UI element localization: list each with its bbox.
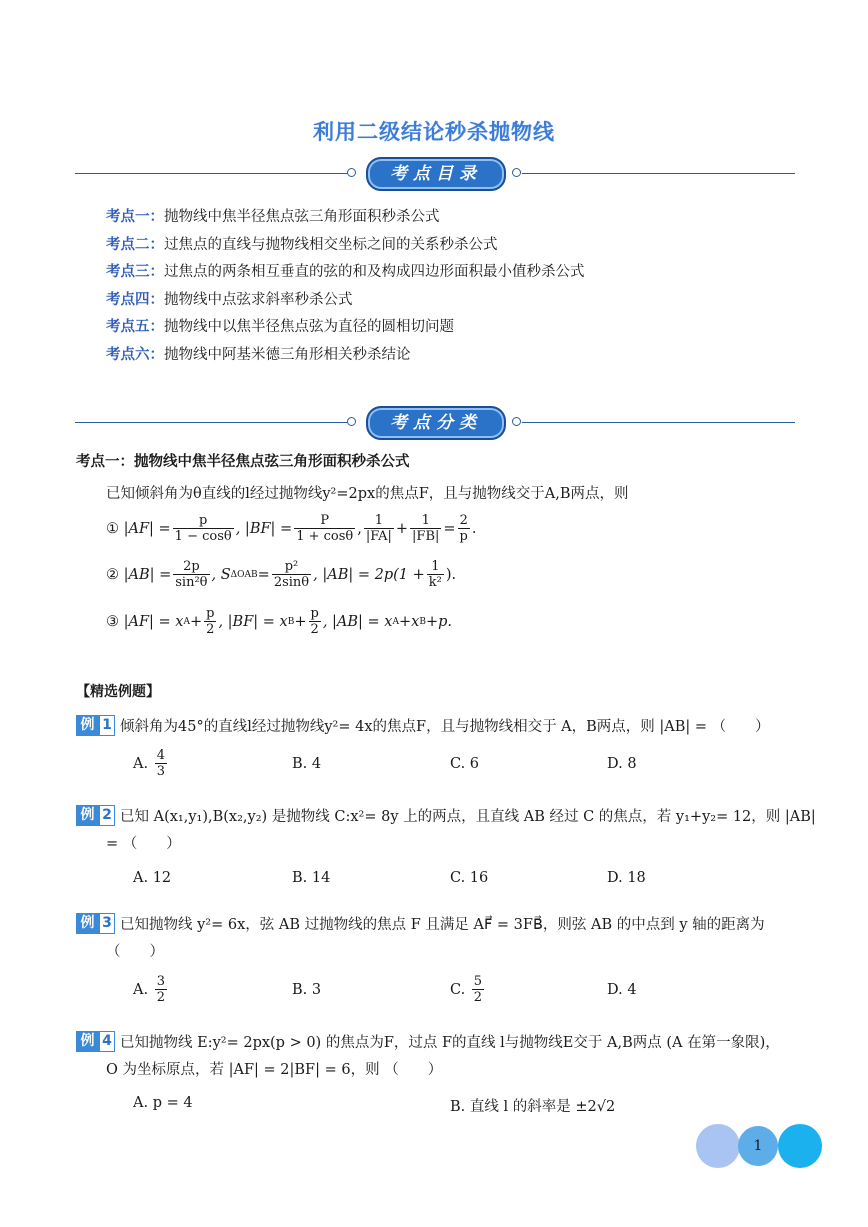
example-badge: 例 xyxy=(76,715,99,736)
option-a: A. $\frac{3}{2}$ xyxy=(133,974,165,1005)
toc-header-pill: 考点目录 xyxy=(366,157,506,191)
toc-item: 考点三：过焦点的两条相互垂直的弦的和及构成四边形面积最小值秒杀公式 xyxy=(106,264,585,280)
option-a: A. 12 xyxy=(133,870,172,886)
page-deco-circle xyxy=(778,1124,822,1168)
option-b: B. 14 xyxy=(292,870,331,886)
example-question: 已知抛物线 E:y²= 2px(p > 0) 的焦点为F，过点 F的直线 l与抛物线E交于 A,B两点 (A 在第一象限)， xyxy=(120,1035,780,1051)
formula-1: ① |AF| = $\frac{p}{1 - \cos\theta}$ , |BF| = $\frac{P}{1 + \cos\theta}$ , $\frac{1}{|FA|}$ + $\frac{1}{|FB|}$ = $\frac{2}{p}$ . xyxy=(106,513,477,544)
option-b: B. 4 xyxy=(292,756,322,772)
option-d: D. 4 xyxy=(607,982,637,998)
toc-item: 考点四：抛物线中点弦求斜率秒杀公式 xyxy=(106,292,353,308)
example-number: 1 xyxy=(99,715,115,736)
intro-text: 已知倾斜角为θ直线的l经过抛物线y²=2px的焦点F，且与抛物线交于A,B两点，则 xyxy=(106,486,629,502)
document-title: 利用二级结论秒杀抛物线 xyxy=(313,120,555,144)
example-1 xyxy=(76,715,770,740)
option-a: A. $\frac{4}{3}$ xyxy=(133,748,165,779)
option-a: A. p = 4 xyxy=(133,1095,193,1111)
formula-3: ③ |AF| = x A + $\frac{p}{2}$ , |BF| = x B + $\frac{p}{2}$ , |AB| = x A +x B +p. xyxy=(106,606,452,637)
example-badge: 例 xyxy=(76,805,99,826)
example-number: 2 xyxy=(99,805,115,826)
example-badge: 例 xyxy=(76,913,99,934)
option-b: B. 3 xyxy=(292,982,322,998)
example-number: 4 xyxy=(99,1031,115,1052)
example-2 xyxy=(76,805,816,830)
divider-dot xyxy=(347,168,356,177)
divider-right xyxy=(522,422,795,423)
toc-item: 考点五：抛物线中以焦半径焦点弦为直径的圆相切问题 xyxy=(106,319,454,335)
toc-item: 考点一：抛物线中焦半径焦点弦三角形面积秒杀公式 xyxy=(106,209,440,225)
divider-left xyxy=(75,173,348,174)
example-4 xyxy=(76,1031,780,1056)
option-b: B. 直线 l 的斜率是 ±2√2 xyxy=(450,1099,616,1115)
example-question: 已知抛物线 y²= 6x，弦 AB 过抛物线的焦点 F 且满足 AF⃗ = 3FB⃗，则弦 AB 的中点到 y 轴的距离为 xyxy=(120,917,765,933)
divider-dot xyxy=(512,417,521,426)
section-title: 考点一：抛物线中焦半径焦点弦三角形面积秒杀公式 xyxy=(76,454,410,470)
option-c: C. $\frac{5}{2}$ xyxy=(450,974,483,1005)
example-badge: 例 xyxy=(76,1031,99,1052)
option-d: D. 8 xyxy=(607,756,637,772)
divider-left xyxy=(75,422,348,423)
example-question-cont: （ ） xyxy=(106,944,164,960)
formula-2: ② |AB| = $\frac{2p}{\text{sin²θ}}$ , S ΔOAB = $\frac{\text{p²}}{2\sin\theta}$ , |AB| = 2p(1 + $\frac{1}{\text{k²}}$ ). xyxy=(106,559,457,590)
divider-dot xyxy=(512,168,521,177)
example-question: 已知 A(x₁,y₁),B(x₂,y₂) 是抛物线 C:x²= 8y 上的两点，且直线 AB 经过 C 的焦点，若 y₁+y₂= 12，则 |AB| xyxy=(120,809,816,825)
divider-right xyxy=(522,173,795,174)
option-c: C. 6 xyxy=(450,756,480,772)
example-question-cont: O 为坐标原点，若 |AF| = 2|BF| = 6，则 （ ） xyxy=(106,1062,443,1078)
example-number: 3 xyxy=(99,913,115,934)
page-deco-circle xyxy=(696,1124,740,1168)
page-number: 1 xyxy=(738,1126,778,1166)
option-d: D. 18 xyxy=(607,870,646,886)
example-question: 倾斜角为45°的直线l经过抛物线y²= 4x的焦点F，且与抛物线相交于 A，B两点，则 |AB| = （ ） xyxy=(120,719,770,735)
example-question-cont: = （ ） xyxy=(106,836,181,852)
option-c: C. 16 xyxy=(450,870,489,886)
example-3 xyxy=(76,913,765,938)
examples-header: 【精选例题】 xyxy=(76,684,160,700)
divider-dot xyxy=(347,417,356,426)
section-header-pill: 考点分类 xyxy=(366,406,506,440)
toc-item: 考点二：过焦点的直线与抛物线相交坐标之间的关系秒杀公式 xyxy=(106,237,498,253)
toc-item: 考点六：抛物线中阿基米德三角形相关秒杀结论 xyxy=(106,347,411,363)
